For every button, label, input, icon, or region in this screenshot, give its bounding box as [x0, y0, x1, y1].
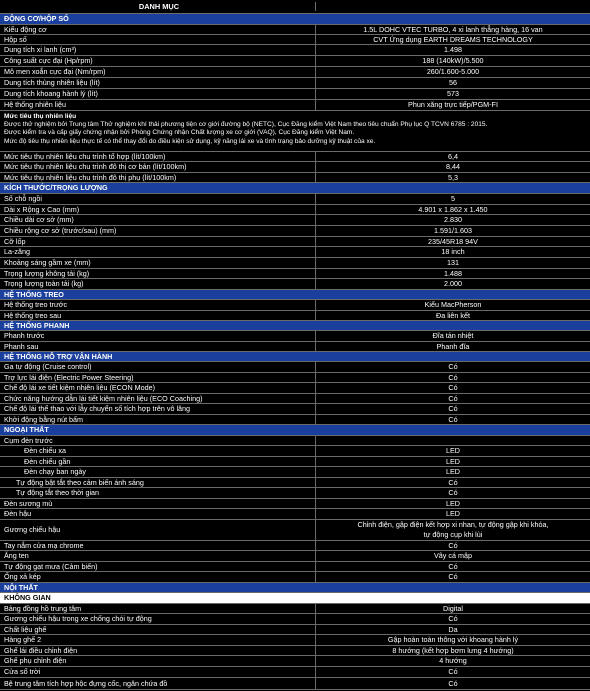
column-divider [315, 35, 316, 44]
row-value: 8 hướng (kết hợp bơm lưng 4 hướng) [392, 646, 514, 655]
column-divider [315, 226, 316, 236]
table-row [0, 310, 590, 320]
row-label: Khởi động bằng nút bấm [4, 415, 84, 424]
table-row [0, 655, 590, 666]
row-value: Có [448, 373, 458, 382]
section-title: ĐỘNG CƠ/HỘP SỐ [4, 14, 69, 24]
table-row [0, 382, 590, 393]
table-row [0, 204, 590, 214]
table-row [0, 330, 590, 341]
row-value: Có [448, 562, 458, 571]
subsection-title: KHÔNG GIAN [4, 593, 51, 603]
column-divider [315, 667, 316, 677]
row-label: Tay nắm cửa mạ chrome [4, 541, 84, 550]
row-value: Có [448, 541, 458, 550]
column-divider [315, 279, 316, 289]
column-divider [315, 311, 316, 320]
column-divider [315, 300, 316, 310]
table-row [0, 519, 590, 540]
row-value: Có [448, 572, 458, 582]
table-row [0, 236, 590, 246]
row-label: Trợ lực lái điện (Electric Power Steering) [4, 373, 134, 382]
table-row [0, 613, 590, 624]
group-label: Cụm đèn trước [4, 436, 53, 445]
row-value: LED [446, 467, 460, 477]
row-value: Có [448, 478, 458, 487]
row-label: Gương chiếu hậu [4, 525, 61, 535]
table-row [0, 666, 590, 677]
row-label: Phanh trước [4, 331, 45, 341]
row-label: Dung tích xi lanh (cm³) [4, 45, 77, 55]
table-row [0, 34, 590, 44]
row-value: Có [448, 383, 458, 393]
column-divider [315, 56, 316, 66]
row-label: Trọng lượng không tải (kg) [4, 269, 90, 278]
row-value: Có [448, 362, 458, 372]
row-label: La-zăng [4, 247, 30, 257]
row-label: Công suất cực đại (Hp/rpm) [4, 56, 93, 66]
column-divider [315, 478, 316, 487]
section-brakes [0, 320, 590, 330]
row-value: LED [446, 499, 460, 508]
table-row [0, 172, 590, 182]
row-value: 1.498 [444, 45, 462, 55]
column-divider [315, 415, 316, 424]
table-row [0, 372, 590, 382]
row-label: Đèn chạy ban ngày [24, 467, 86, 477]
row-value: LED [446, 446, 460, 456]
column-divider [315, 258, 316, 268]
table-row [0, 24, 590, 34]
column-divider [315, 436, 316, 445]
column-divider [315, 100, 316, 110]
column-divider [315, 247, 316, 257]
row-label: Bảng đồng hồ trung tâm [4, 604, 82, 613]
column-divider [315, 520, 316, 540]
table-row [0, 624, 590, 634]
table-row [0, 645, 590, 655]
table-row [0, 361, 590, 372]
row-value: Có [448, 678, 458, 688]
table-row [0, 278, 590, 289]
table-row [0, 299, 590, 310]
row-value: 2.000 [444, 279, 462, 289]
column-divider [315, 467, 316, 477]
column-divider [315, 488, 316, 498]
section-title: HỆ THỐNG TREO [4, 290, 64, 299]
row-label: Dài x Rộng x Cao (mm) [4, 205, 80, 214]
column-divider [315, 342, 316, 351]
column-divider [315, 237, 316, 246]
column-divider [315, 373, 316, 382]
table-row [0, 487, 590, 498]
row-value: Có [448, 415, 458, 424]
header-title: DANH MỤC [138, 2, 180, 11]
section-suspension [0, 289, 590, 299]
section-title: HỆ THỐNG HỖ TRỢ VẬN HÀNH [4, 352, 113, 361]
row-label: Hộp số [4, 35, 27, 44]
table-row [0, 55, 590, 66]
table-row [0, 456, 590, 466]
column-divider [315, 404, 316, 414]
row-label: Số chỗ ngồi [4, 194, 42, 204]
row-value: Có [448, 488, 458, 498]
table-row [0, 561, 590, 571]
row-value: 260/1.600-5.000 [426, 67, 480, 77]
fuel-notes [0, 110, 590, 151]
table-row [0, 225, 590, 236]
mirror-value-line: Chỉnh điện, gập điện kết hợp xi nhan, tự động gập khi khóa, [357, 520, 549, 530]
row-label: Mức tiêu thụ nhiên liệu chu trình đô thị cơ bản (lít/100km) [4, 162, 187, 172]
column-divider [315, 656, 316, 666]
table-row [0, 445, 590, 456]
row-value: CVT Ứng dụng EARTH DREAMS TECHNOLOGY [373, 35, 533, 44]
table-row [0, 246, 590, 257]
row-label: Ăng ten [4, 551, 29, 561]
table-row [0, 66, 590, 77]
table-row [0, 341, 590, 351]
row-label: Ghế phụ chỉnh điện [4, 656, 67, 666]
row-value: 2.830 [444, 215, 462, 225]
column-divider [315, 194, 316, 204]
row-label: Chế độ lái thể thao với lẫy chuyển số tích hợp trên vô lăng [4, 404, 191, 414]
row-label: Khoảng sáng gầm xe (mm) [4, 258, 91, 268]
table-row [0, 403, 590, 414]
row-label: Mức tiêu thụ nhiên liệu chu trình tổ hợp (lít/100km) [4, 152, 166, 161]
column-divider [315, 625, 316, 634]
row-label: Chế độ lái xe tiết kiệm nhiên liệu (ECON Mode) [4, 383, 156, 393]
section-title: KÍCH THƯỚC/TRỌNG LƯỢNG [4, 183, 108, 193]
row-label: Phanh sau [4, 342, 39, 351]
row-value: Có [448, 404, 458, 414]
row-value: Kiểu MacPherson [424, 300, 482, 310]
row-label: Hệ thống treo sau [4, 311, 62, 320]
column-divider [315, 635, 316, 645]
column-divider [315, 446, 316, 456]
table-row [0, 193, 590, 204]
row-label: Tự động bật tắt theo cảm biến ánh sáng [16, 478, 144, 487]
table-row [0, 550, 590, 561]
row-label: Ghế lái điều chỉnh điện [4, 646, 78, 655]
row-label: Bệ trung tâm tích hợp hộc đựng cốc, ngăn chứa đồ [4, 678, 168, 688]
section-title: HỆ THỐNG PHANH [4, 321, 70, 330]
row-label: Mức tiêu thụ nhiên liệu chu trình đô thị phụ (lít/100km) [4, 173, 177, 182]
row-label: Đèn sương mù [4, 499, 53, 508]
row-value: 5,3 [448, 173, 458, 182]
row-value: 188 (140kW)/5.500 [422, 56, 484, 66]
row-label: Ga tự động (Cruise control) [4, 362, 92, 372]
column-divider [315, 331, 316, 341]
column-divider [315, 572, 316, 582]
row-value: Digital [443, 604, 463, 613]
row-label: Mô men xoắn cực đại (Nm/rpm) [4, 67, 106, 77]
row-value: 6,4 [448, 152, 458, 161]
row-value: Đĩa tản nhiệt [432, 331, 474, 341]
table-bottom-border [0, 689, 590, 690]
column-divider [315, 646, 316, 655]
row-value: 573 [447, 89, 459, 99]
table-row [0, 77, 590, 88]
row-value: 235/45R18 94V [428, 237, 478, 246]
table-row [0, 634, 590, 645]
table-row [0, 677, 590, 689]
table-row [0, 414, 590, 424]
row-value: 5 [451, 194, 455, 204]
table-row [0, 498, 590, 508]
column-divider [315, 362, 316, 372]
table-row [0, 44, 590, 55]
column-divider [315, 67, 316, 77]
row-value [318, 520, 588, 540]
row-value: 4.901 x 1.862 x 1.450 [418, 205, 488, 214]
row-label: Chất liệu ghế [4, 625, 47, 634]
row-value: Da [448, 625, 458, 634]
section-title: NGOẠI THẤT [4, 425, 49, 435]
header-value [318, 2, 588, 11]
row-value: Có [448, 667, 458, 677]
row-label: Cửa sổ trời [4, 667, 41, 677]
row-label: Trọng lượng toàn tải (kg) [4, 279, 84, 289]
column-divider [315, 205, 316, 214]
table-row [0, 393, 590, 403]
row-value: Phanh đĩa [436, 342, 470, 351]
row-label: Chiều rộng cơ sở (trước/sau) (mm) [4, 226, 117, 236]
row-value: LED [446, 509, 460, 519]
row-label: Đèn hậu [4, 509, 32, 519]
row-value: Phun xăng trực tiếp/PGM-FI [408, 100, 498, 110]
column-divider [315, 162, 316, 172]
table-row [0, 435, 590, 445]
section-title: NỘI THẤT [4, 583, 38, 592]
column-divider [315, 78, 316, 88]
row-label: Tự động gạt mưa (Cảm biến) [4, 562, 98, 571]
table-row [0, 603, 590, 613]
column-divider [315, 509, 316, 519]
section-exterior [0, 424, 590, 435]
row-label: Hệ thống nhiên liệu [4, 100, 66, 110]
table-header [0, 2, 590, 11]
row-value: LED [446, 457, 460, 466]
column-divider [315, 562, 316, 571]
table-row [0, 257, 590, 268]
row-label: Tự động tắt theo thời gian [16, 488, 100, 498]
row-value [318, 436, 588, 445]
fuel-note-line: Được thử nghiệm bởi Trung tâm Thử nghiệm khí thải phương tiện cơ giới đường bộ (NETC), Cục Đăng kiểm Việt Nam theo tiêu chuẩn Phụ lục Q TCVN 6785 : 2015. [4, 121, 488, 129]
section-interior [0, 582, 590, 592]
row-label: Ống xả kép [4, 572, 41, 582]
row-label: Chức năng hướng dẫn lái tiết kiệm nhiên liệu (ECO Coaching) [4, 394, 203, 403]
row-label: Dung tích thùng nhiên liệu (lít) [4, 78, 100, 88]
table-row [0, 508, 590, 519]
row-value: 1.5L DOHC VTEC TURBO, 4 xi lanh thẳng hàng, 16 van [363, 25, 543, 34]
column-divider [315, 541, 316, 550]
column-divider [315, 89, 316, 99]
column-divider [315, 173, 316, 182]
row-value: 131 [447, 258, 459, 268]
row-value: 1.488 [444, 269, 462, 278]
fuel-note-line: Mức độ tiêu thụ nhiên liệu thực tế có thể thay đổi do điều kiện sử dụng, kỹ năng lái xe và tình trạng bảo dưỡng kỹ thuật của xe. [4, 137, 376, 145]
section-dimensions [0, 182, 590, 193]
row-value: Đa liên kết [436, 311, 470, 320]
table-row [0, 466, 590, 477]
column-divider [315, 45, 316, 55]
row-value: Có [448, 614, 458, 624]
row-label: Đèn chiếu gần [24, 457, 71, 466]
fuel-notes-title: Mức tiêu thụ nhiên liệu [4, 113, 77, 120]
table-row [0, 540, 590, 550]
column-divider [315, 678, 316, 689]
column-divider [315, 25, 316, 34]
column-divider [315, 604, 316, 613]
row-value: Có [448, 394, 458, 403]
row-label: Đèn chiếu xa [24, 446, 66, 456]
table-row [0, 88, 590, 99]
row-value: Gập hoàn toàn thông với khoang hành lý [387, 635, 519, 645]
column-divider [315, 551, 316, 561]
row-value: 18 inch [441, 247, 465, 257]
table-row [0, 268, 590, 278]
row-label: Kiểu động cơ [4, 25, 47, 34]
section-assist [0, 351, 590, 361]
row-label: Dung tích khoang hành lý (lít) [4, 89, 98, 99]
column-divider [315, 269, 316, 278]
table-row [0, 477, 590, 487]
column-divider [315, 394, 316, 403]
column-divider [315, 2, 316, 11]
column-divider [315, 152, 316, 161]
row-value: 8,44 [446, 162, 460, 172]
subsection-space [0, 592, 590, 603]
row-label: Gương chiếu hậu trong xe chống chói tự động [4, 614, 152, 624]
table-row [0, 571, 590, 582]
row-label: Cỡ lốp [4, 237, 26, 246]
row-value: 56 [449, 78, 457, 88]
column-divider [315, 383, 316, 393]
row-label: Chiều dài cơ sở (mm) [4, 215, 74, 225]
table-row [0, 161, 590, 172]
column-divider [315, 499, 316, 508]
column-divider [315, 457, 316, 466]
row-value: 4 hướng [439, 656, 467, 666]
row-value: 1.591/1.603 [434, 226, 472, 236]
table-row [0, 99, 590, 110]
section-engine [0, 13, 590, 24]
mirror-value-line: tự động cụp khi lùi [423, 530, 483, 539]
table-row [0, 214, 590, 225]
table-row [0, 151, 590, 161]
row-value: Vây cá mập [434, 551, 472, 561]
column-divider [315, 614, 316, 624]
fuel-note-line: Được kiểm tra và cấp giấy chứng nhận bởi Phòng Chứng nhận Chất lượng xe cơ giới (VAQ), Cục Đăng kiểm Việt Nam. [4, 129, 355, 137]
row-label: Hàng ghế 2 [4, 635, 42, 645]
column-divider [315, 215, 316, 225]
row-label: Hệ thống treo trước [4, 300, 68, 310]
